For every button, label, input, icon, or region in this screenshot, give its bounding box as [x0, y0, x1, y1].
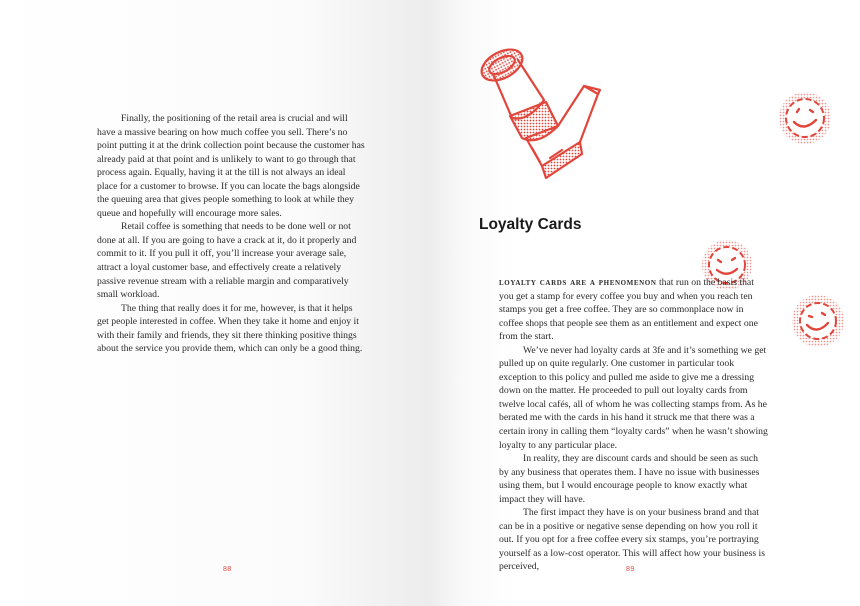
- body-paragraph: In reality, they are discount cards and should be seen as such by any business that operates them. I have no issue with businesses using them, but I would encourage people to know exactly what impact they will have.: [499, 453, 760, 505]
- body-paragraph: The thing that really does it for me, however, is that it helps get people interested in coffee. When they take it home and enjoy it with their family and friends, they sit there thinking positive things about the service you provide them, which can only be a good thing.: [97, 302, 363, 355]
- body-paragraph: Finally, the positioning of the retail area is crucial and will have a massive bearing on how much coffee you sell. There’s no point putting it at the drink collection point because the customer has already paid at that point and is unlikely to want to go through that process again. Equally, having it at the till is not always an ideal place for a customer to browse. If you can locate the bags alongside the queuing area that gives people something to look at while they queue and hopefully will encourage more sales.: [97, 113, 365, 219]
- lead-in-rest: that run on the basis that you get a stamp for every coffee you buy and when you reach ten stamps you get a free coffee. They are so commonplace now in coffee shops that people see them as an entitlement and expect one from the start.: [499, 277, 758, 343]
- body-paragraph: We’ve never had loyalty cards at 3fe and it’s something we get pulled up on quite regularly. One customer in particular took exception to this policy and pulled me aside to give me a dressing down on the matter. He proceeded to pull out loyalty cards from twelve local cafés, all of whom he was collecting stamps from. As he berated me with the cards in his hand it struck me that there was a certain irony in calling them “loyalty cards” when he wasn’t showing loyalty to any particular place.: [499, 344, 768, 451]
- section-heading: Loyalty Cards: [479, 216, 582, 233]
- left-page-body: [97, 112, 365, 356]
- body-paragraph: Retail coffee is something that needs to be done well or not done at all. If you are going to have a crack at it, do it properly and commit to it. If you pull it off, you’ll increase your average sale, attract a loyal customer base, and effectively create a relatively passive revenue stream with a reliable margin and comparatively small workload.: [97, 221, 357, 301]
- smiley-stamp-icon: [790, 292, 846, 350]
- lead-paragraph: [499, 276, 769, 344]
- page-number: 88: [223, 566, 232, 573]
- right-page-body: [499, 276, 769, 574]
- rubber-stamp-icon: [466, 38, 612, 190]
- lead-in-caps: loyalty cards are a phenomenon: [499, 277, 657, 288]
- body-paragraph: The first impact they have is on your business brand and that can be in a positive or negative sense depending on how you roll it out. If you opt for a free coffee every six stamps, you’re portraying yourself as a low-cost operator. This will affect how your business is perceived,: [499, 507, 765, 573]
- smiley-stamp-icon: [776, 90, 834, 146]
- page-number: 89: [626, 566, 635, 573]
